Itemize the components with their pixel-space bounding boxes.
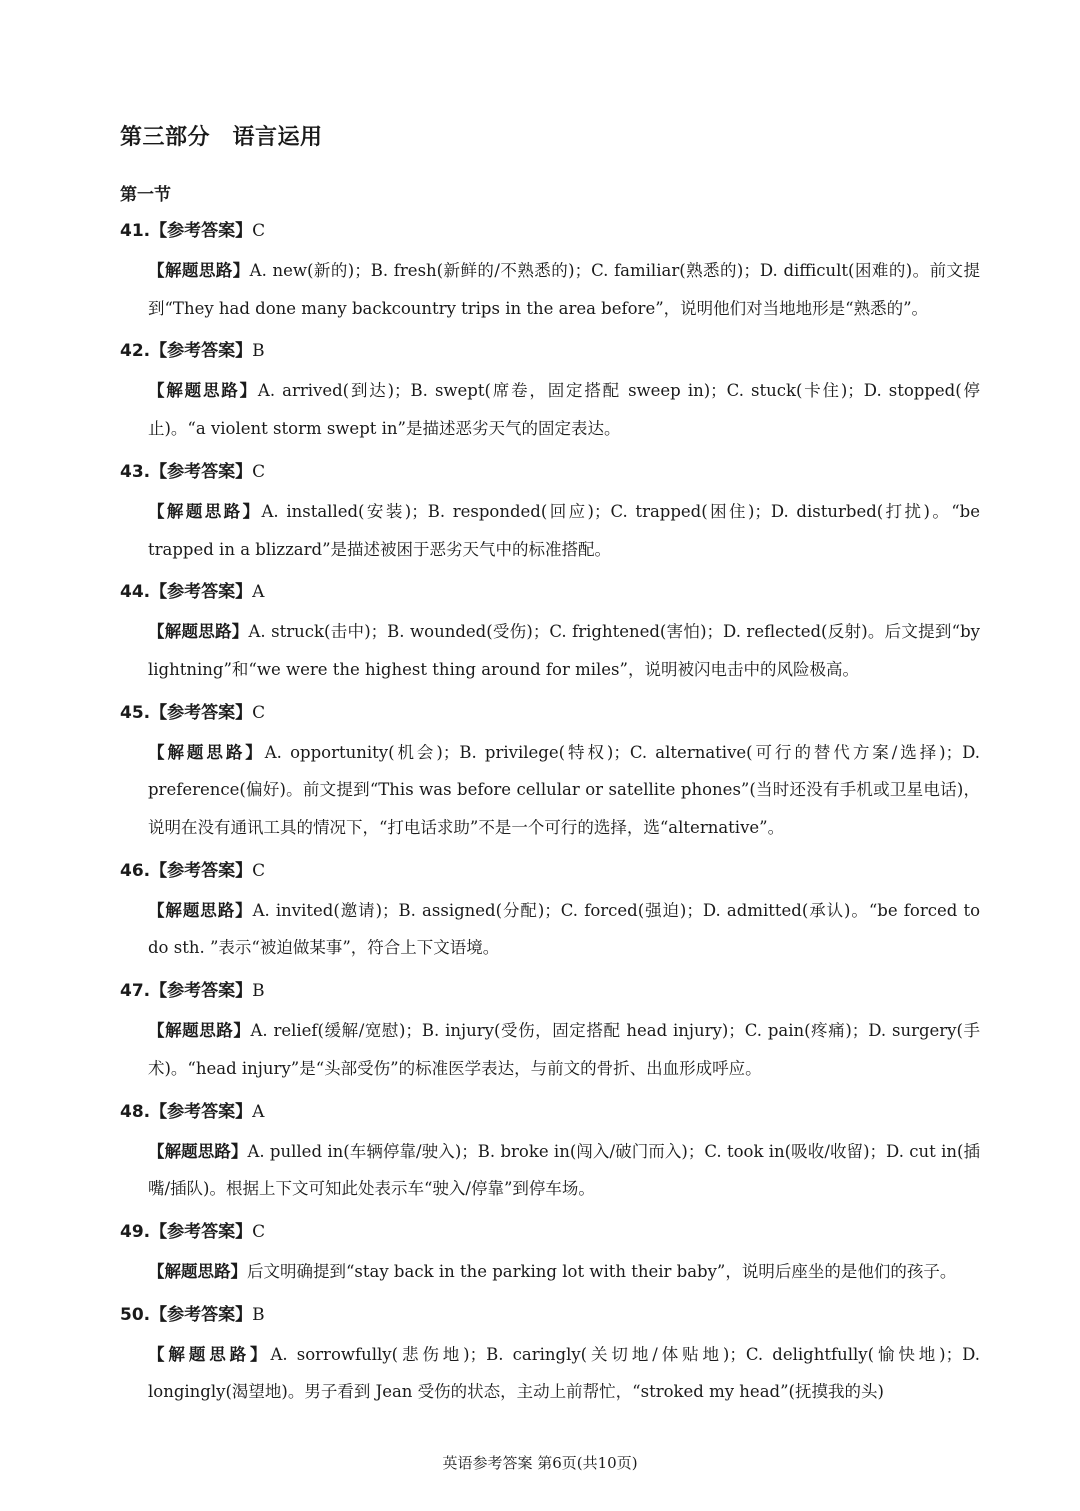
answer-value: C bbox=[252, 860, 266, 881]
explain-label: 【解题思路】 bbox=[148, 742, 265, 762]
question-number: 43. bbox=[120, 461, 151, 482]
answer-list bbox=[120, 216, 980, 1421]
explain-label: 【解题思路】 bbox=[148, 900, 253, 920]
explanation-text: A. invited(邀请)；B. assigned(分配)；C. forced(强迫)；D. admitted(承认)。“be forced to do sth. ”表示“被迫做某事”，符合上下文语境。 bbox=[148, 900, 981, 958]
question-number: 46. bbox=[120, 860, 151, 881]
answer-line bbox=[120, 1301, 980, 1329]
explanation-text: A. arrived(到达)；B. swept(席卷，固定搭配 sweep in)；C. stuck(卡住)；D. stopped(停止)。“a violent storm swept in”是描述恶劣天气的固定表达。 bbox=[148, 381, 980, 439]
explanation-text: A. relief(缓解/宽慰)；B. injury(受伤，固定搭配 head injury)；C. pain(疼痛)；D. surgery(手术)。“head injury”是“头部受伤”的标准医学表达，与前文的骨折、出血形成呼应。 bbox=[148, 1021, 981, 1078]
question-number: 41. bbox=[120, 221, 151, 241]
question-number: 45. bbox=[120, 702, 151, 723]
question-number: 42. bbox=[120, 341, 151, 362]
explanation-text: A. struck(击中)；B. wounded(受伤)；C. frightened(害怕)；D. reflected(反射)。后文提到“by lightning”和“we were the highest thing around for miles”，说明被闪电击中的风险极高。 bbox=[148, 622, 981, 679]
answer-label: 【参考答案】 bbox=[150, 702, 253, 723]
answer-label: 【参考答案】 bbox=[150, 1101, 253, 1122]
answer-item-49 bbox=[120, 1218, 980, 1291]
answer-item-43 bbox=[120, 458, 980, 568]
page-footer: 英语参考答案 第6页(共10页) bbox=[442, 1454, 638, 1472]
question-number: 47. bbox=[120, 981, 151, 1002]
section-title: 第一节 bbox=[120, 185, 171, 205]
explain-label: 【解题思路】 bbox=[148, 1141, 248, 1161]
answer-value: A bbox=[252, 582, 265, 603]
explanation bbox=[148, 493, 980, 568]
answer-label: 【参考答案】 bbox=[150, 1221, 253, 1242]
answer-item-47 bbox=[120, 977, 980, 1087]
answer-value: B bbox=[252, 341, 265, 362]
answer-label: 【参考答案】 bbox=[150, 461, 253, 482]
explanation-text: A. installed(安装)；B. responded(回应)；C. trapped(困住)；D. disturbed(打扰)。“be trapped in a blizzard”是描述被困于恶劣天气中的标准搭配。 bbox=[148, 501, 980, 559]
answer-item-50 bbox=[120, 1301, 980, 1411]
answer-item-48 bbox=[120, 1098, 980, 1208]
explain-label: 【解题思路】 bbox=[148, 261, 250, 280]
explanation-text: A. opportunity(机会)；B. privilege(特权)；C. alternative(可行的替代方案/选择)；D. preference(偏好)。前文提到“This was before cellular or satellite phones”(当时还没有手机或卫星电话)，说明在没有通讯工具的情况下，“打电话求助”不是一个可行的选择，选“alternative”。 bbox=[148, 742, 980, 838]
answer-line bbox=[120, 699, 980, 727]
explain-label: 【解题思路】 bbox=[148, 622, 249, 642]
explain-label: 【解题思路】 bbox=[148, 1261, 247, 1281]
answer-line bbox=[120, 1218, 980, 1246]
answer-item-45 bbox=[120, 699, 980, 847]
explanation bbox=[148, 372, 980, 447]
explain-label: 【解题思路】 bbox=[148, 1344, 271, 1364]
explanation bbox=[148, 892, 980, 967]
question-number: 49. bbox=[120, 1221, 151, 1242]
answer-label: 【参考答案】 bbox=[150, 860, 253, 881]
answer-label: 【参考答案】 bbox=[150, 582, 253, 603]
explain-label: 【解题思路】 bbox=[148, 1021, 251, 1041]
explanation bbox=[148, 613, 980, 688]
explanation bbox=[148, 252, 980, 327]
explain-label: 【解题思路】 bbox=[148, 501, 262, 521]
explanation-text: A. pulled in(车辆停靠/驶入)；B. broke in(闯入/破门而入)；C. took in(吸收/收留)；D. cut in(插嘴/插队)。根据上下文可知此处表示车“驶入/停靠”到停车场。 bbox=[148, 1141, 980, 1199]
explanation bbox=[148, 1012, 980, 1087]
answer-value: C bbox=[252, 221, 266, 241]
explanation bbox=[148, 1336, 980, 1411]
answer-line bbox=[120, 217, 980, 245]
answer-item-46 bbox=[120, 857, 980, 967]
answer-line bbox=[120, 458, 980, 486]
answer-label: 【参考答案】 bbox=[150, 221, 253, 241]
answer-line bbox=[120, 857, 980, 885]
answer-label: 【参考答案】 bbox=[150, 981, 253, 1002]
answer-value: C bbox=[252, 702, 266, 723]
answer-label: 【参考答案】 bbox=[150, 341, 253, 362]
question-number: 48. bbox=[120, 1101, 151, 1122]
answer-line bbox=[120, 1098, 980, 1126]
answer-value: A bbox=[252, 1101, 265, 1122]
explanation-text: A. new(新的)；B. fresh(新鲜的/不熟悉的)；C. familiar(熟悉的)；D. difficult(困难的)。前文提到“They had done many backcountry trips in the area before”，说明他们对当地地形是“熟悉的”。 bbox=[148, 261, 980, 318]
answer-value: C bbox=[252, 461, 266, 482]
answer-value: C bbox=[252, 1221, 266, 1242]
answer-item-44 bbox=[120, 578, 980, 688]
answer-line bbox=[120, 977, 980, 1005]
part-title: 第三部分 语言运用 bbox=[120, 125, 323, 150]
answer-line bbox=[120, 337, 980, 365]
answer-value: B bbox=[252, 1304, 265, 1325]
answer-item-42 bbox=[120, 337, 980, 447]
answer-value: B bbox=[252, 981, 265, 1002]
question-number: 50. bbox=[120, 1304, 151, 1325]
explanation bbox=[148, 1133, 980, 1208]
answer-item-41 bbox=[120, 217, 980, 327]
explanation-text: A. sorrowfully(悲伤地)；B. caringly(关切地/体贴地)；C. delightfully(愉快地)；D. longingly(渴望地)。男子看到 Jean 受伤的状态，主动上前帮忙，“stroked my head”(抚摸我的头) bbox=[148, 1344, 980, 1402]
explanation bbox=[148, 1253, 980, 1291]
explanation-text: 后文明确提到“stay back in the parking lot with their baby”，说明后座坐的是他们的孩子。 bbox=[247, 1261, 957, 1281]
answer-label: 【参考答案】 bbox=[150, 1304, 253, 1325]
explain-label: 【解题思路】 bbox=[148, 381, 258, 401]
explanation bbox=[148, 734, 980, 847]
answer-line bbox=[120, 578, 980, 606]
question-number: 44. bbox=[120, 582, 151, 603]
